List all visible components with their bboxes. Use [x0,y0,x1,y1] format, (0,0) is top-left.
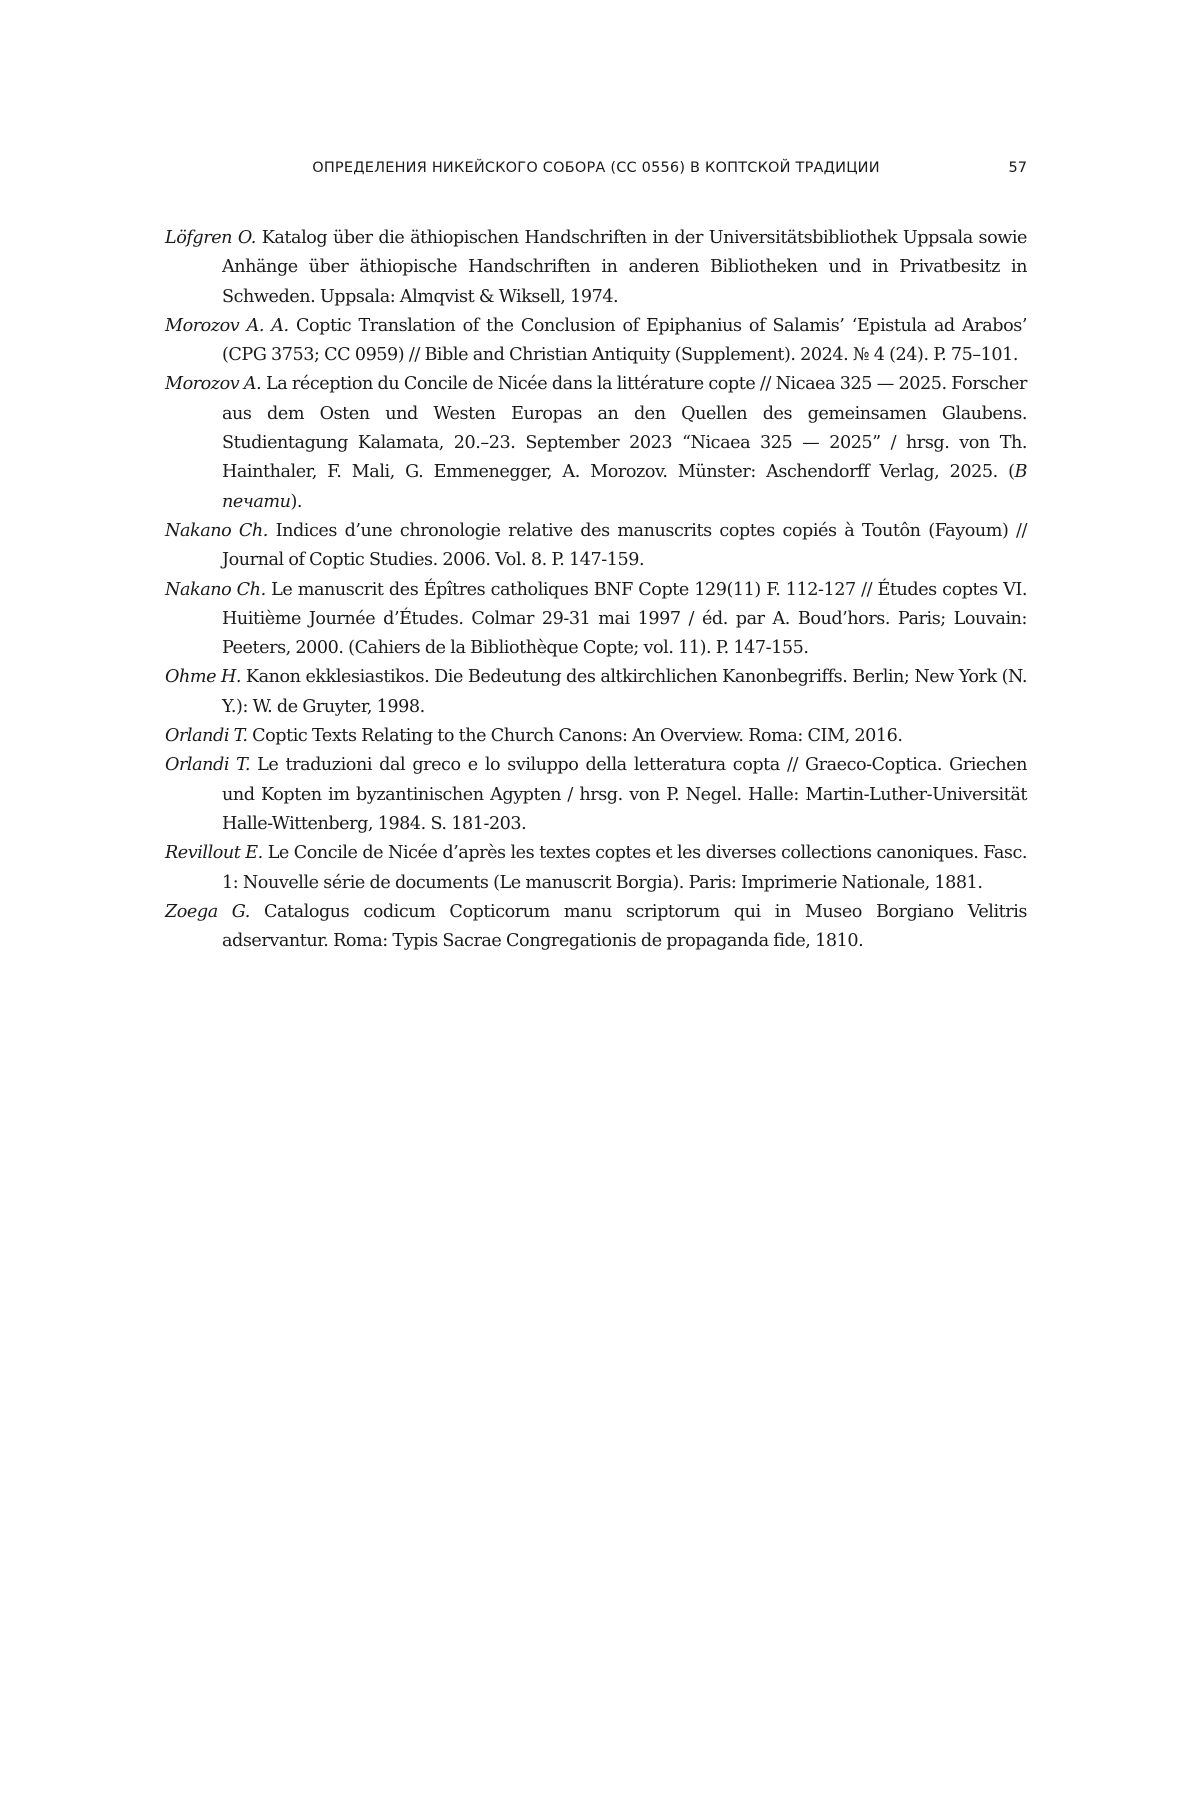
reference-author: Orlandi T. [165,726,248,747]
reference-item [165,312,1027,371]
reference-text: Indices d’une chronologie relative des manuscrits coptes copiés à Toutôn (Fayoum) // Journal of Coptic Studies. 2006. Vol. 8. P. 147-159. [222,520,1027,571]
running-header [165,160,1027,184]
reference-item [165,751,1027,839]
reference-author: Morozov A. [165,374,262,395]
reference-list [165,224,1027,956]
reference-text: Coptic Texts Relating to the Church Canons: An Overview. Roma: CIM, 2016. [247,726,903,747]
reference-text: Coptic Translation of the Conclusion of Epiphanius of Salamis’ ‘Epistula ad Arabos’ (CPG 3753; CC 0959) // Bible and Christian Antiquity (Supplement). 2024. № 4 (24). P. 75–101. [222,315,1027,366]
reference-item [165,663,1027,722]
reference-item [165,722,1027,751]
reference-author: Nakano Ch. [165,520,268,541]
reference-author: Orlandi T. [165,755,251,776]
reference-author: Morozov A. A. [165,315,289,336]
reference-item [165,370,1027,516]
reference-text-after: ). [290,491,303,512]
page-number: 57 [1008,160,1027,176]
reference-author: Revillout E. [165,843,263,864]
reference-text: La réception du Concile de Nicée dans la littérature copte // Nicaea 325 — 2025. Forscher aus dem Osten und Westen Europas an den Quellen des gemeinsamen Glaubens. Studientagung Kalamata, 20.–23. September 2023 “Nicaea 325 — 2025” / hrsg. von Th. Hainthaler, F. Mali, G. Emmenegger, A. Morozov. Münster: Aschendorff Verlag, 2025. ( [222,374,1027,483]
reference-item [165,576,1027,664]
reference-author: Ohme H. [165,667,241,688]
reference-item [165,224,1027,312]
reference-text: Kanon ekklesiastikos. Die Bedeutung des altkirchlichen Kanonbegriffs. Berlin; New York (N. Y.): W. de Gruyter, 1998. [222,667,1027,717]
reference-author: Nakano Ch. [165,579,266,600]
reference-author: Löfgren O. [165,228,256,248]
reference-inprint: В печати [222,462,1027,512]
header-title: ОПРЕДЕЛЕНИЯ НИКЕЙСКОГО СОБОРА (CC 0556) В КОПТСКОЙ ТРАДИЦИИ [312,160,880,176]
reference-author: Zoega G. [165,901,250,922]
reference-item [165,839,1027,898]
reference-text: Le Concile de Nicée d’après les textes coptes et les diverses collections canoniques. Fasc. 1: Nouvelle série de documents (Le manuscrit Borgia). Paris: Imprimerie Nationale, 1881. [222,843,1027,893]
reference-text: Le manuscrit des Épîtres catholiques BNF Copte 129(11) F. 112-127 // Études coptes VI. Huitième Journée d’Études. Colmar 29-31 mai 1997 / éd. par A. Boud’hors. Paris; Louvain: Peeters, 2000. (Cahiers de la Bibliothèque Copte; vol. 11). P. 147-155. [222,579,1028,659]
reference-item [165,898,1027,957]
reference-item [165,517,1027,576]
reference-text: Catalogus codicum Copticorum manu scriptorum qui in Museo Borgiano Velitris adservantur. Roma: Typis Sacrae Congregationis de propaganda fide, 1810. [222,901,1027,952]
reference-text: Le traduzioni dal greco e lo sviluppo della letteratura copta // Graeco-Coptica. Griechen und Kopten im byzantinischen Agypten / hrsg. von P. Negel. Halle: Martin-Luther-Universität Halle-Wittenberg, 1984. S. 181-203. [222,755,1027,834]
reference-text: Katalog über die äthiopischen Handschriften in der Universitätsbibliothek Uppsala sowie Anhänge über äthiopische Handschriften in anderen Bibliotheken und in Privatbesitz in Schweden. Uppsala: Almqvist & Wiksell, 1974. [222,228,1027,307]
